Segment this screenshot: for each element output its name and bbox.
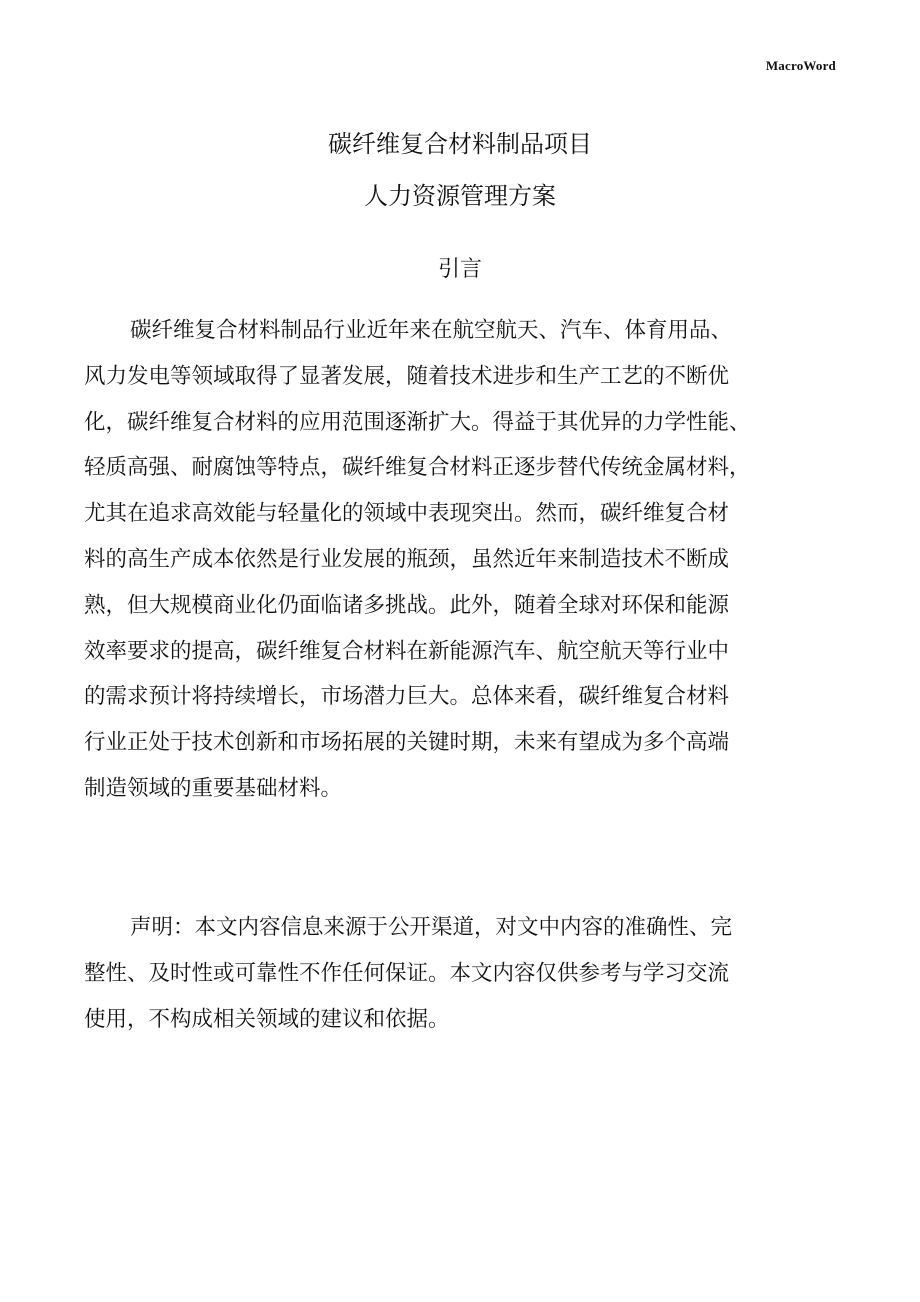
paragraph-line: 碳纤维复合材料制品行业近年来在航空航天、汽车、体育用品、 (130, 318, 733, 343)
intro-paragraph (84, 308, 836, 812)
paragraph-line: 使用，不构成相关领域的建议和依据。 (84, 1006, 450, 1032)
document-title (0, 118, 920, 222)
paragraph-line: 声明：本文内容信息来源于公开渠道，对文中内容的准确性、完 (130, 915, 733, 940)
paragraph-line: 的需求预计将持续增长，市场潜力巨大。总体来看，碳纤维复合材料 (84, 684, 730, 710)
header-brand: MacroWord (765, 58, 836, 73)
paragraph-line: 熟，但大规模商业化仍面临诸多挑战。此外，随着全球对环保和能源 (84, 592, 730, 618)
paragraph-line: 料的高生产成本依然是行业发展的瓶颈，虽然近年来制造技术不断成 (84, 546, 730, 572)
paragraph-line: 尤其在追求高效能与轻量化的领域中表现突出。然而，碳纤维复合材 (84, 501, 730, 527)
paragraph-line: 行业正处于技术创新和市场拓展的关键时期，未来有望成为多个高端 (84, 730, 730, 756)
paragraph-line: 制造领域的重要基础材料。 (84, 775, 343, 801)
paragraph-line: 整性、及时性或可靠性不作任何保证。本文内容仅供参考与学习交流 (84, 960, 730, 986)
disclaimer-paragraph (84, 905, 836, 1042)
title-line-1: 碳纤维复合材料制品项目 (328, 130, 592, 158)
paragraph-line: 轻质高强、耐腐蚀等特点，碳纤维复合材料正逐步替代传统金属材料， (84, 455, 751, 481)
section-heading: 引言 (437, 257, 482, 282)
paragraph-line: 效率要求的提高，碳纤维复合材料在新能源汽车、航空航天等行业中 (84, 638, 730, 664)
paragraph-line: 风力发电等领域取得了显著发展，随着技术进步和生产工艺的不断优 (84, 363, 730, 389)
title-line-2: 人力资源管理方案 (364, 182, 556, 210)
paragraph-line: 化，碳纤维复合材料的应用范围逐渐扩大。得益于其优异的力学性能、 (84, 409, 751, 435)
